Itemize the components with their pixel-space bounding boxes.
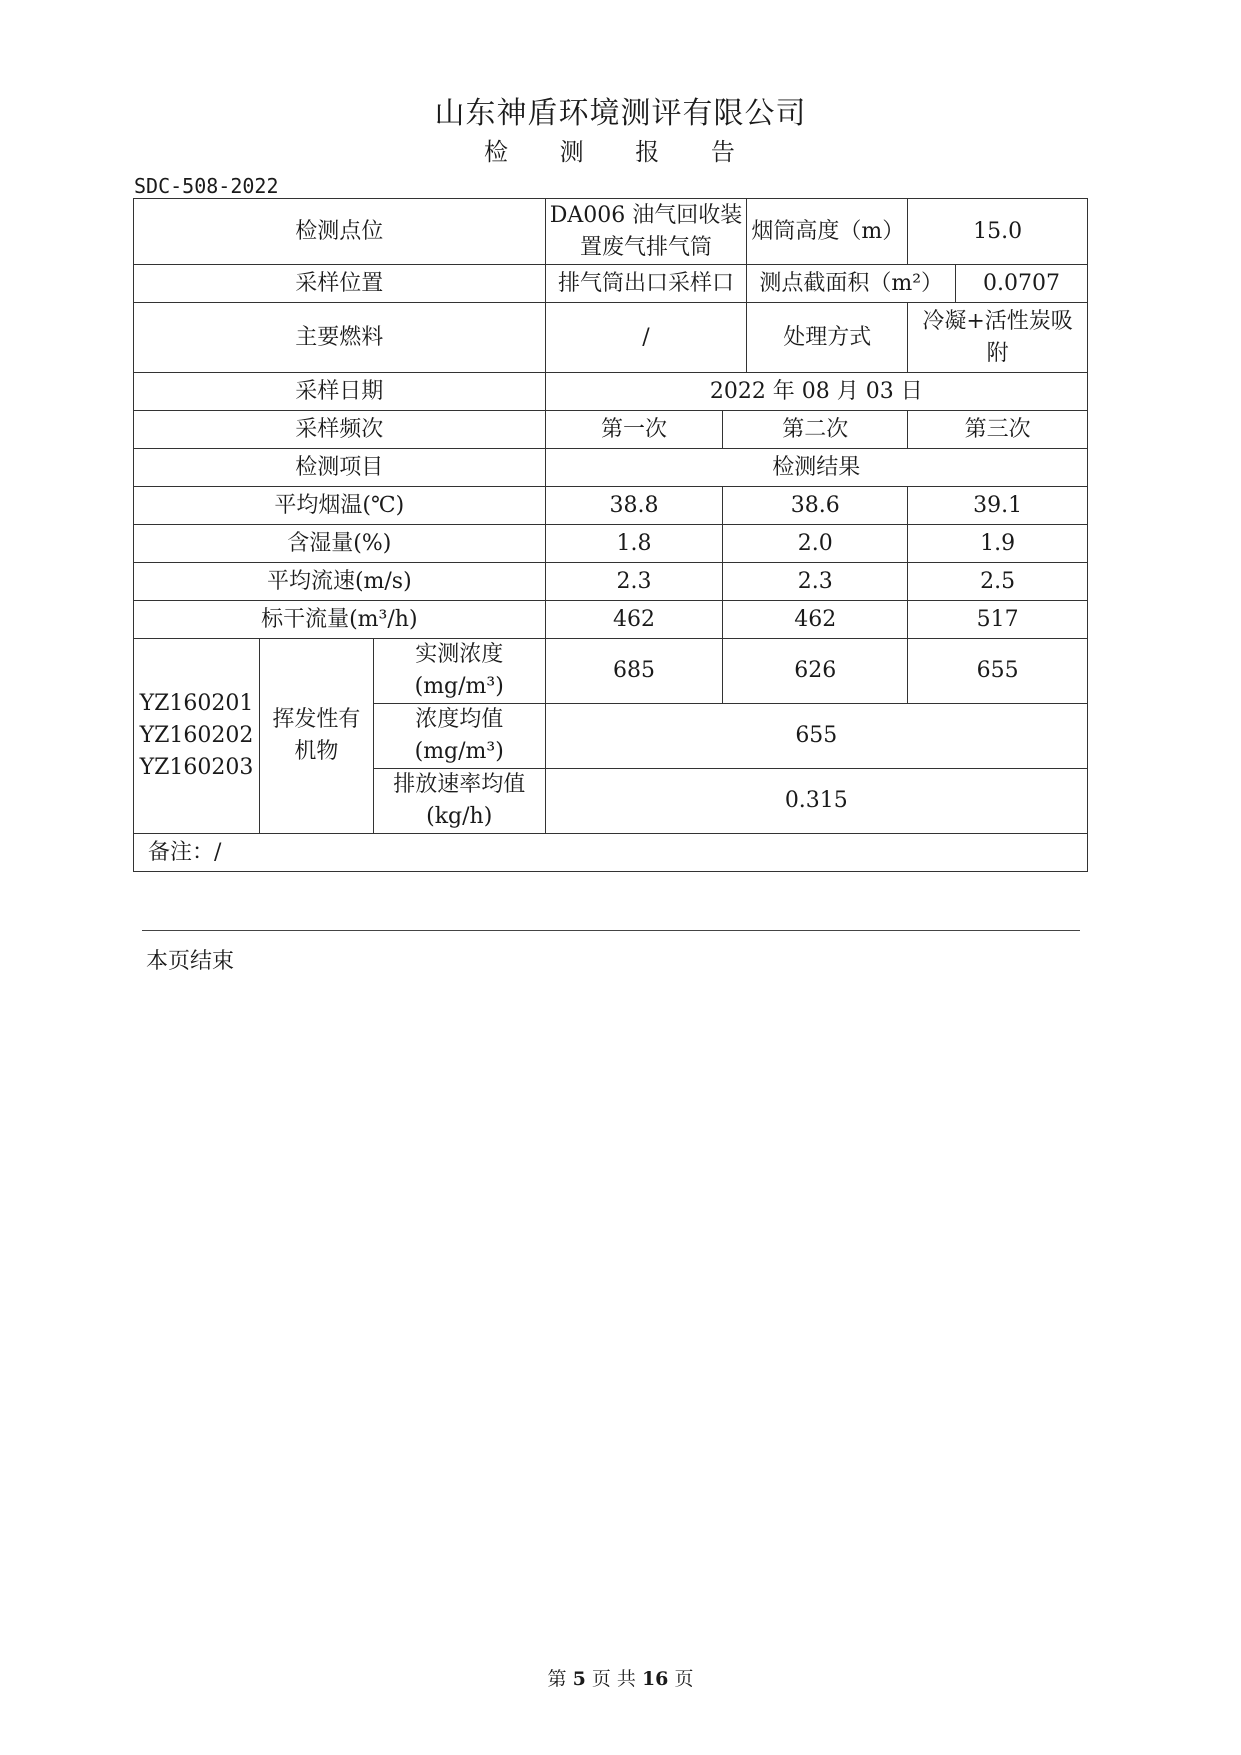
footer-pre: 第 [547,1668,567,1690]
stack-height-value: 15.0 [908,199,1088,265]
sample-ids [134,639,260,834]
remark: 备注：/ [134,834,1088,872]
fuel-label: 主要燃料 [134,303,546,373]
divider [142,930,1080,931]
param-value: 38.6 [723,487,908,525]
param-value: 2.5 [908,563,1088,601]
report-title: 检 测 报 告 [484,138,757,166]
date-value: 2022 年 08 月 03 日 [545,373,1087,411]
measured-value: 655 [908,639,1088,704]
footer-mid: 页 共 [591,1668,636,1690]
param-value: 2.0 [723,525,908,563]
table-row [134,487,1088,525]
page-number: 5 [572,1668,586,1690]
treatment-label: 处理方式 [747,303,908,373]
measured-value: 626 [723,639,908,704]
table-row [134,834,1088,872]
page-footer [0,1664,1241,1691]
footer-post: 页 [674,1668,694,1690]
frequency-label: 采样频次 [134,411,546,449]
param-value: 1.8 [545,525,723,563]
treatment-value: 冷凝+活性炭吸附 [908,303,1088,373]
date-label: 采样日期 [134,373,546,411]
table-row [134,525,1088,563]
param-value: 2.3 [723,563,908,601]
param-label: 平均流速(m/s) [134,563,546,601]
table-row [134,563,1088,601]
param-label: 标干流量(m³/h) [134,601,546,639]
measured-value: 685 [545,639,723,704]
site-value: DA006 油气回收装置废气排气筒 [545,199,747,265]
table-row [134,199,1088,265]
sample-id: YZ160202 [139,723,254,748]
param-label: 平均烟温(℃) [134,487,546,525]
table-row [134,303,1088,373]
table-row [134,373,1088,411]
param-label: 含湿量(%) [134,525,546,563]
sampling-position-value: 排气筒出口采样口 [545,265,747,303]
measured-label: 实测浓度(mg/m³) [373,639,545,704]
page-end-note: 本页结束 [146,949,235,974]
table-row [134,601,1088,639]
section-area-value: 0.0707 [956,265,1088,303]
site-label: 检测点位 [134,199,546,265]
section-area-label: 测点截面积（m²） [747,265,956,303]
avg-conc-label: 浓度均值(mg/m³) [373,704,545,769]
report-code: SDC-508-2022 [134,174,279,198]
round-3: 第三次 [908,411,1088,449]
table-row [134,639,1088,704]
emission-rate-label: 排放速率均值(kg/h) [373,769,545,834]
avg-conc-value: 655 [545,704,1087,769]
test-report-table [133,198,1088,872]
param-value: 462 [723,601,908,639]
stack-height-label: 烟筒高度（m） [747,199,908,265]
emission-rate-value: 0.315 [545,769,1087,834]
table-row [134,411,1088,449]
round-2: 第二次 [723,411,908,449]
result-label: 检测结果 [545,449,1087,487]
fuel-value: / [545,303,747,373]
company-name: 山东神盾环境测评有限公司 [434,96,807,131]
sample-id: YZ160203 [139,755,254,780]
table-row [134,449,1088,487]
pollutant-name: 挥发性有机物 [259,639,373,834]
sampling-position-label: 采样位置 [134,265,546,303]
param-value: 2.3 [545,563,723,601]
param-value: 517 [908,601,1088,639]
page-total: 16 [641,1668,669,1690]
param-value: 1.9 [908,525,1088,563]
param-value: 39.1 [908,487,1088,525]
sample-id: YZ160201 [139,691,254,716]
item-label: 检测项目 [134,449,546,487]
round-1: 第一次 [545,411,723,449]
param-value: 38.8 [545,487,723,525]
param-value: 462 [545,601,723,639]
table-row [134,265,1088,303]
